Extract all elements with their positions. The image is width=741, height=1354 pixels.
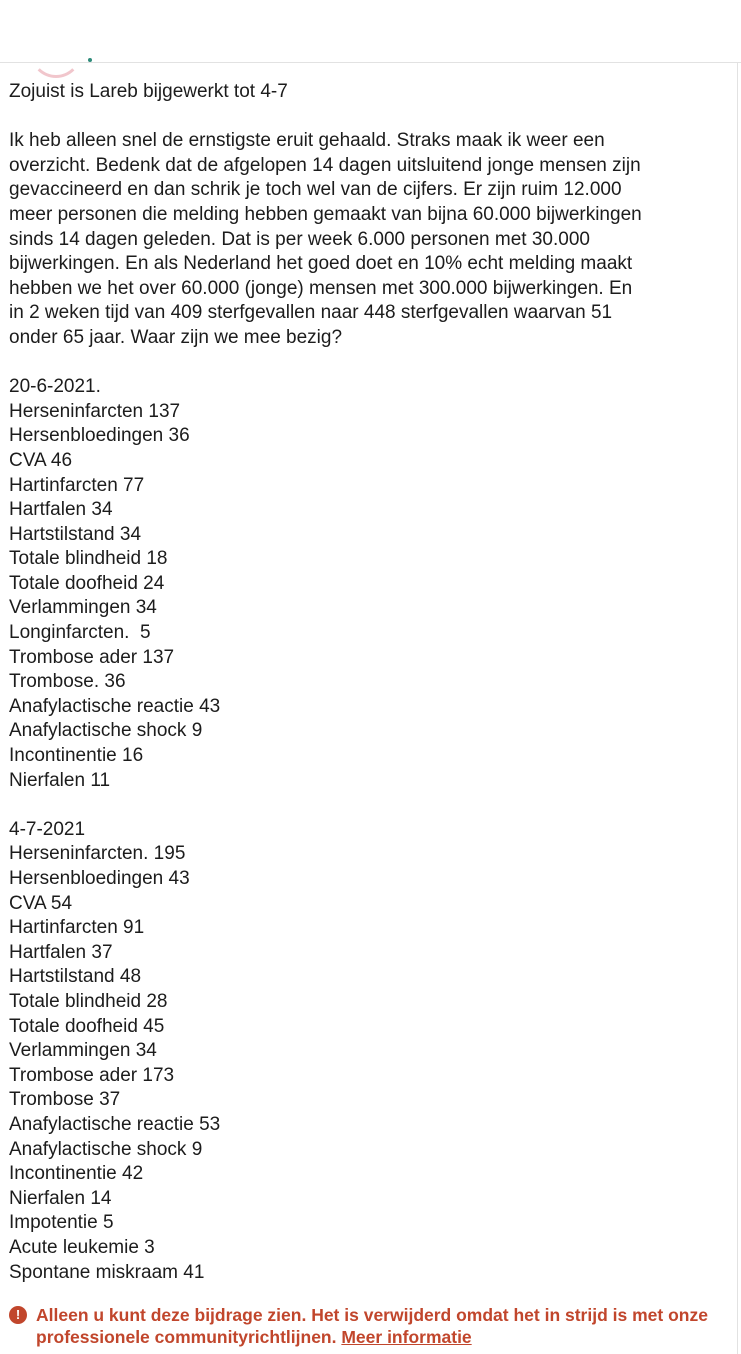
list-item: Impotentie 5 — [9, 1212, 114, 1234]
removed-post-notice — [9, 1304, 731, 1348]
list-item: Anafylactische shock 9 — [9, 720, 203, 742]
notice-text: Alleen u kunt deze bijdrage zien. Het is verwijderd omdat het in strijd is met onze professionele communityrichtlijnen. — [36, 1305, 708, 1347]
list-item: Longinfarcten. 5 — [9, 622, 151, 644]
post-body — [9, 80, 731, 1285]
list-item: Herseninfarcten 137 — [9, 400, 181, 422]
list-date: 20-6-2021. — [9, 376, 101, 398]
warning-icon: ! — [9, 1306, 27, 1324]
list-item: Incontinentie 16 — [9, 745, 144, 767]
list-item: Acute leukemie 3 — [9, 1236, 155, 1258]
list-item: Nierfalen 14 — [9, 1187, 112, 1209]
list-item: Spontane miskraam 41 — [9, 1261, 205, 1283]
divider — [737, 62, 738, 1354]
divider — [0, 62, 741, 63]
list-item: Anafylactische reactie 53 — [9, 1113, 221, 1135]
list-item: Hersenbloedingen 36 — [9, 425, 190, 447]
intro-line: onder 65 jaar. Waar zijn we mee bezig? — [9, 326, 343, 348]
intro-line: overzicht. Bedenk dat de afgelopen 14 dagen uitsluitend jonge mensen zijn — [9, 154, 641, 176]
list-date: 4-7-2021 — [9, 818, 86, 840]
list-item: CVA 54 — [9, 892, 73, 914]
list-item: Hartfalen 37 — [9, 941, 113, 963]
list-item: Hartstilstand 34 — [9, 523, 142, 545]
more-info-link[interactable]: Meer informatie — [341, 1327, 472, 1347]
list-item: Hartinfarcten 77 — [9, 474, 145, 496]
list-item: Trombose ader 137 — [9, 646, 175, 668]
list-item: Trombose. 36 — [9, 671, 126, 693]
list-item: Hartfalen 34 — [9, 499, 113, 521]
intro-line: Ik heb alleen snel de ernstigste eruit gehaald. Straks maak ik weer een — [9, 130, 605, 152]
list-item: Verlammingen 34 — [9, 1040, 157, 1062]
post-headline: Zojuist is Lareb bijgewerkt tot 4-7 — [9, 81, 288, 102]
intro-line: sinds 14 dagen geleden. Dat is per week 6.000 personen met 30.000 — [9, 228, 590, 250]
intro-line: bijwerkingen. En als Nederland het goed doet en 10% echt melding maakt — [9, 253, 633, 275]
intro-line: in 2 weken tijd van 409 sterfgevallen naar 448 sterfgevallen waarvan 51 — [9, 302, 613, 324]
list-item: Hersenbloedingen 43 — [9, 868, 190, 889]
intro-line: meer personen die melding hebben gemaakt van bijna 60.000 bijwerkingen — [9, 203, 642, 225]
list-item: Incontinentie 42 — [9, 1163, 144, 1185]
list-item: CVA 46 — [9, 449, 73, 471]
list-item: Anafylactische shock 9 — [9, 1138, 203, 1160]
list-2021-06-20 — [9, 375, 731, 793]
post-intro — [9, 129, 731, 350]
list-item: Verlammingen 34 — [9, 597, 157, 619]
list-item: Totale doofheid 45 — [9, 1015, 165, 1037]
list-item: Hartinfarcten 91 — [9, 917, 145, 939]
list-item: Nierfalen 11 — [9, 769, 111, 791]
top-bar — [0, 0, 741, 62]
intro-line: hebben we het over 60.000 (jonge) mensen met 300.000 bijwerkingen. En — [9, 277, 633, 299]
list-item: Anafylactische reactie 43 — [9, 695, 221, 717]
list-2021-07-04 — [9, 818, 731, 1285]
intro-line: gevaccineerd en dan schrik je toch wel van de cijfers. Er zijn ruim 12.000 — [9, 179, 622, 201]
list-item: Totale blindheid 18 — [9, 548, 168, 570]
list-item: Herseninfarcten. 195 — [9, 843, 186, 865]
list-item: Totale blindheid 28 — [9, 990, 168, 1012]
list-item: Totale doofheid 24 — [9, 572, 165, 594]
list-item: Trombose ader 173 — [9, 1064, 175, 1086]
list-item: Trombose 37 — [9, 1089, 121, 1111]
avatar[interactable] — [30, 26, 82, 78]
list-item: Hartstilstand 48 — [9, 966, 142, 988]
